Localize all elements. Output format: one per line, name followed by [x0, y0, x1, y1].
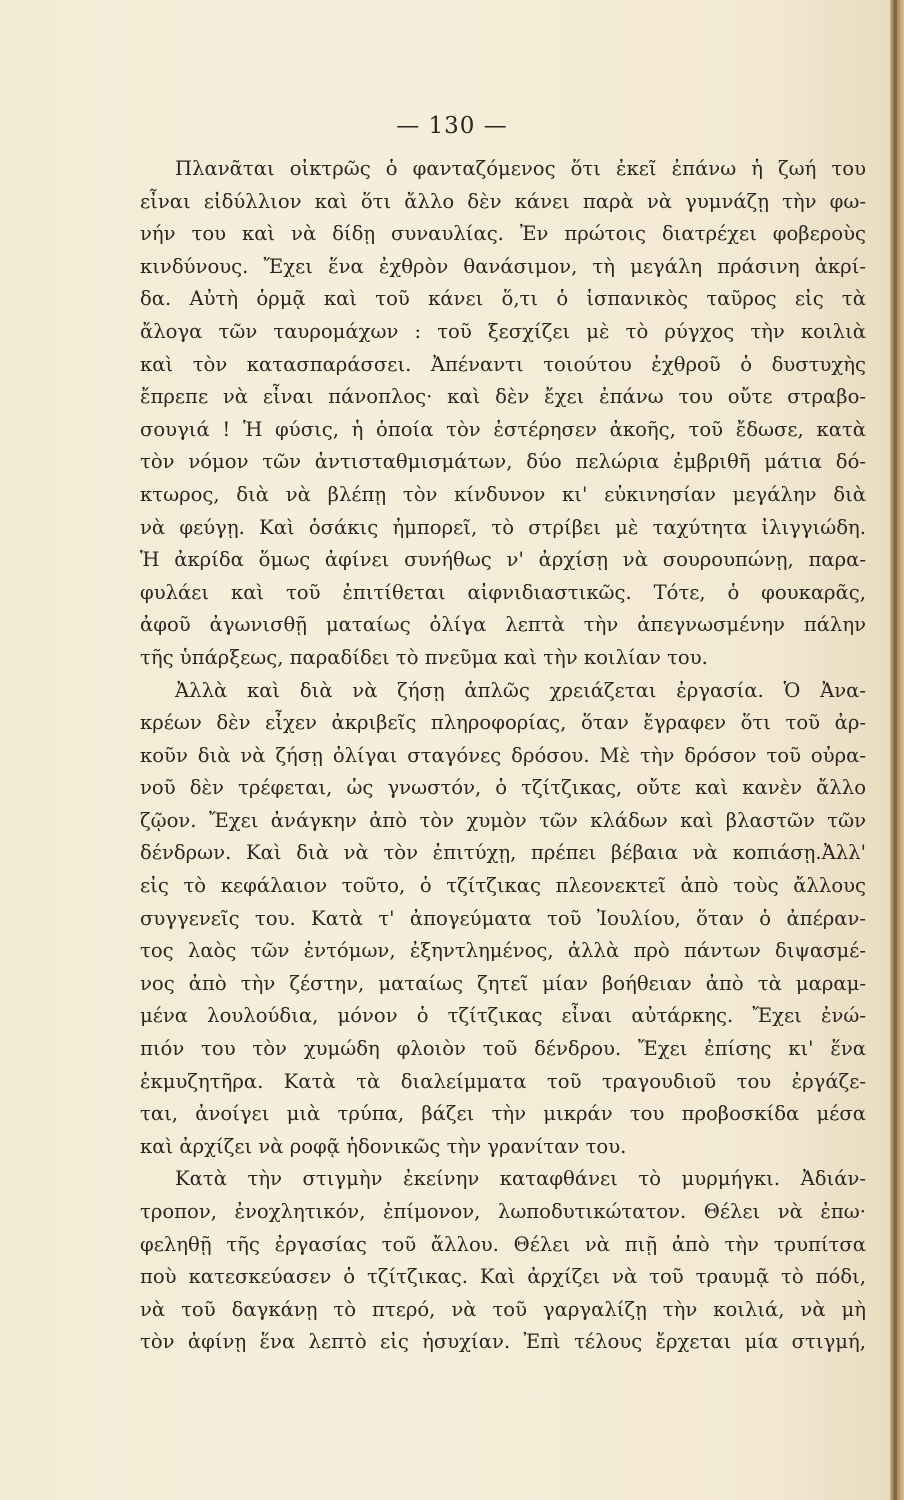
text-line: νοῦ δὲν τρέφεται, ὡς γνωστόν, ὁ τζίτζικας, οὔτε καὶ κανὲν ἄλλο — [140, 776, 866, 800]
page-number: — 130 — — [396, 113, 508, 139]
text-line: Ἀλλὰ καὶ διὰ νὰ ζήσῃ ἁπλῶς χρειάζεται ἐργασία. Ὁ Ἀνα- — [175, 678, 866, 702]
page-edge — [890, 0, 904, 1500]
text-line: τὸν ἀφίνῃ ἕνα λεπτὸ εἰς ἡσυχίαν. Ἐπὶ τέλους ἔρχεται μία στιγμή, — [140, 1330, 866, 1354]
text-line: νήν του καὶ νὰ δίδῃ συναυλίας. Ἐν πρώτοις διατρέχει φοβεροὺς — [140, 222, 866, 246]
text-line: κινδύνους. Ἔχει ἕνα ἐχθρὸν θανάσιμον, τὴ μεγάλη πράσινη ἀκρί- — [140, 254, 866, 278]
text-line: ται, ἀνοίγει μιὰ τρύπα, βάζει τὴν μικράν του προβοσκίδα μέσα — [140, 1102, 866, 1126]
text-line: εἰς τὸ κεφάλαιον τοῦτο, ὁ τζίτζικας πλεονεκτεῖ ἀπὸ τοὺς ἄλλους — [140, 874, 866, 898]
text-line: καὶ ἀρχίζει νὰ ροφᾷ ἡδονικῶς τὴν γρανίταν του. — [140, 1134, 627, 1158]
text-line: ζῷον. Ἔχει ἀνάγκην ἀπὸ τὸν χυμὸν τῶν κλάδων καὶ βλαστῶν τῶν — [140, 808, 866, 832]
text-line: κοῦν διὰ νὰ ζήσῃ ὀλίγαι σταγόνες δρόσου. Μὲ τὴν δρόσον τοῦ οὐρα- — [140, 743, 866, 767]
body-text — [140, 153, 866, 1359]
text-line: συγγενεῖς του. Κατὰ τ' ἀπογεύματα τοῦ Ἰουλίου, ὅταν ὁ ἀπέραν- — [140, 906, 866, 930]
text-line: εἶναι εἰδύλλιον καὶ ὅτι ἄλλο δὲν κάνει παρὰ νὰ γυμνάζῃ τὴν φω- — [140, 189, 866, 213]
text-line: ἐκμυζητῆρα. Κατὰ τὰ διαλείμματα τοῦ τραγουδιοῦ του ἐργάζε- — [140, 1069, 866, 1093]
text-line: δα. Αὐτὴ ὁρμᾷ καὶ τοῦ κάνει ὅ,τι ὁ ἱσπανικὸς ταῦρος εἰς τὰ — [140, 287, 866, 311]
text-line: δένδρων. Καὶ διὰ νὰ τὸν ἐπιτύχῃ, πρέπει βέβαια νὰ κοπιάσῃ.Ἀλλ' — [140, 841, 866, 865]
text-line: τος λαὸς τῶν ἐντόμων, ἐξηντλημένος, ἀλλὰ πρὸ πάντων διψασμέ- — [140, 939, 866, 963]
text-line: φυλάει καὶ τοῦ ἐπιτίθεται αἰφνιδιαστικῶς. Τότε, ὁ φουκαρᾶς, — [140, 580, 866, 604]
text-line: καὶ τὸν κατασπαράσσει. Ἀπέναντι τοιούτου ἐχθροῦ ὁ δυστυχὴς — [140, 352, 866, 376]
text-line: τροπον, ἐνοχλητικόν, ἐπίμονον, λωποδυτικώτατον. Θέλει νὰ ἐπω· — [140, 1200, 866, 1223]
text-line: πιόν του τὸν χυμώδη φλοιὸν τοῦ δένδρου. Ἔχει ἐπίσης κι' ἕνα — [140, 1037, 866, 1061]
text-line: ἄλογα τῶν ταυρομάχων : τοῦ ξεσχίζει μὲ τὸ ρύγχος τὴν κοιλιὰ — [140, 319, 866, 343]
text-line: μένα λουλούδια, μόνον ὁ τζίτζικας εἶναι αὐτάρκης. Ἔχει ἐνώ- — [140, 1004, 866, 1028]
text-line: κτωρος, διὰ νὰ βλέπῃ τὸν κίνδυνον κι' εὐκινησίαν μεγάλην διὰ — [140, 482, 866, 506]
text-line: ἔπρεπε νὰ εἶναι πάνοπλος· καὶ δὲν ἔχει ἐπάνω του οὔτε στραβο- — [140, 385, 866, 409]
text-line: νὰ φεύγῃ. Καὶ ὁσάκις ἠμπορεῖ, τὸ στρίβει μὲ ταχύτητα ἰλιγγιώδη. — [140, 515, 866, 539]
text-line: Κατὰ τὴν στιγμὴν ἐκείνην καταφθάνει τὸ μυρμήγκι. Ἀδιάν- — [175, 1167, 866, 1191]
text-line: τῆς ὑπάρξεως, παραδίδει τὸ πνεῦμα καὶ τὴν κοιλίαν του. — [140, 645, 708, 669]
text-line: ἀφοῦ ἀγωνισθῇ ματαίως ὀλίγα λεπτὰ τὴν ἀπεγνωσμένην πάλην — [140, 613, 866, 637]
text-line: ποὺ κατεσκεύασεν ὁ τζίτζικας. Καὶ ἀρχίζει νὰ τοῦ τραυμᾷ τὸ πόδι, — [140, 1265, 866, 1289]
text-line: νὰ τοῦ δαγκάνῃ τὸ πτερό, νὰ τοῦ γαργαλίζῃ τὴν κοιλιά, νὰ μὴ — [140, 1297, 866, 1321]
text-line: κρέων δὲν εἶχεν ἀκριβεῖς πληροφορίας, ὅταν ἔγραφεν ὅτι τοῦ ἀρ- — [140, 711, 866, 735]
text-line: Ἡ ἀκρίδα ὅμως ἀφίνει συνήθως ν' ἀρχίσῃ νὰ σουρουπώνῃ, παρα- — [140, 548, 866, 572]
text-line: σουγιά ! Ἡ φύσις, ἡ ὁποία τὸν ἐστέρησεν ἀκοῆς, τοῦ ἔδωσε, κατὰ — [140, 417, 866, 441]
text-line: νος ἀπὸ τὴν ζέστην, ματαίως ζητεῖ μίαν βοήθειαν ἀπὸ τὰ μαραμ- — [140, 971, 866, 995]
text-line: φεληθῇ τῆς ἐργασίας τοῦ ἄλλου. Θέλει νὰ πιῇ ἀπὸ τὴν τρυπίτσα — [140, 1232, 866, 1256]
text-line: Πλανᾶται οἰκτρῶς ὁ φανταζόμενος ὅτι ἐκεῖ ἐπάνω ἡ ζωή του — [175, 157, 866, 180]
text-line: τὸν νόμον τῶν ἀντισταθμισμάτων, δύο πελώρια ἐμβριθῆ μάτια δό- — [140, 450, 866, 474]
